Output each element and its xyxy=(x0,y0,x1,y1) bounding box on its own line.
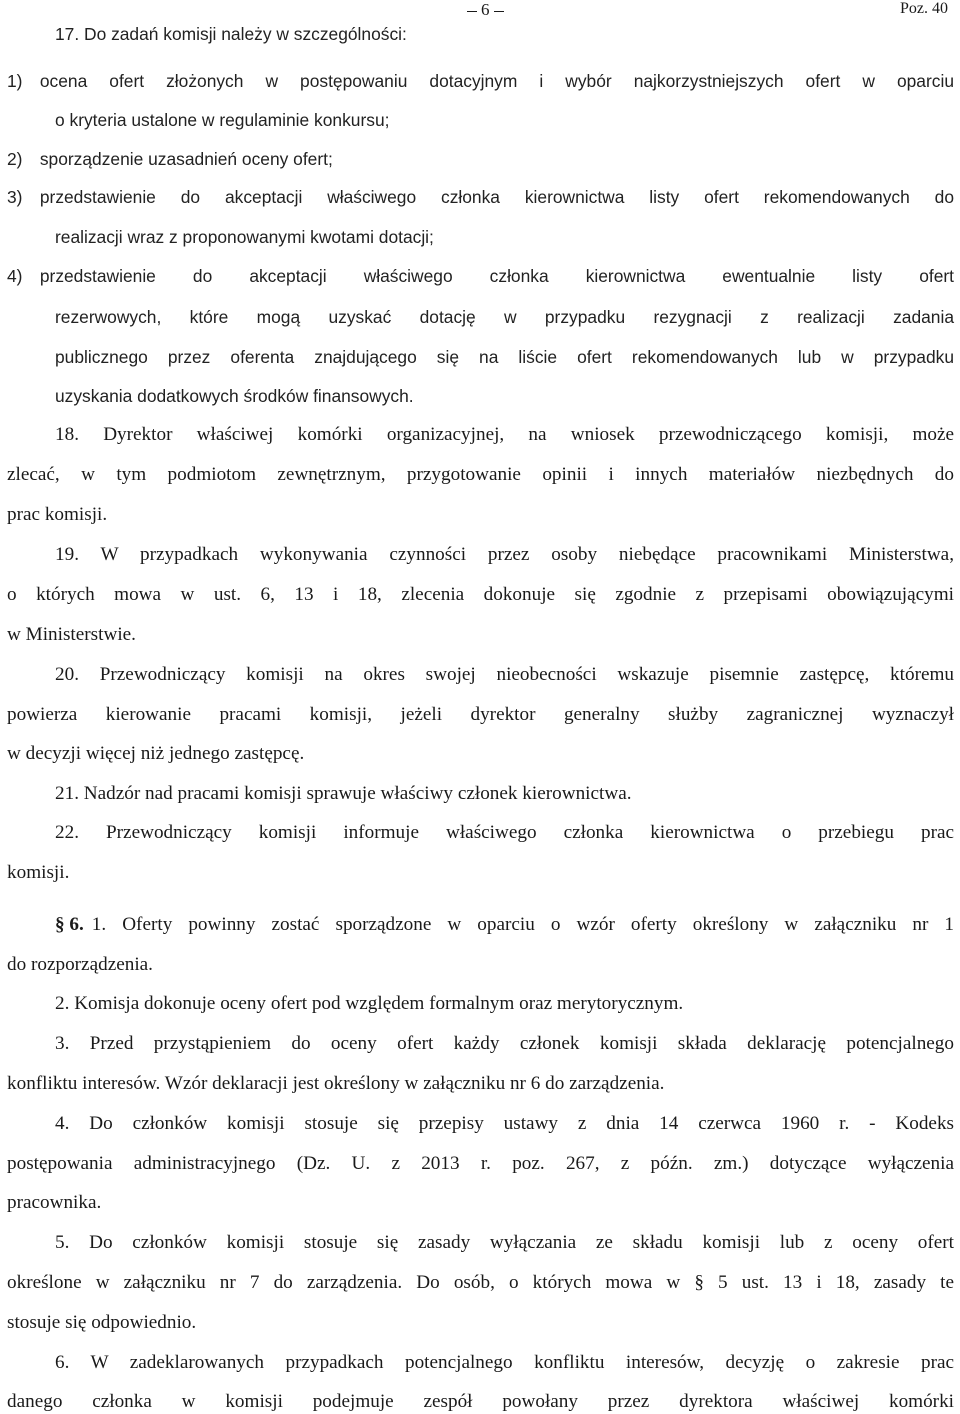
section-6-p6-line-2: danego członka w komisji podejmuje zespół powołany przez dyrektora właściwej komórki xyxy=(7,1391,954,1412)
paragraph-17-intro: 17. Do zadań komisji należy w szczególności: xyxy=(55,24,407,44)
paragraph-20-line-3: w decyzji więcej niż jednego zastępcę. xyxy=(7,743,305,764)
position-number: Poz. 40 xyxy=(900,0,948,17)
paragraph-20-line-1: 20. Przewodniczący komisji na okres swojej nieobecności wskazuje pisemnie zastępcę, któremu xyxy=(55,664,954,685)
paragraph-21: 21. Nadzór nad pracami komisji sprawuje właściwy członek kierownictwa. xyxy=(55,783,632,804)
list-item-4-line-1: 4) przedstawienie do akceptacji właściwego członka kierownictwa ewentualnie listy ofert xyxy=(7,266,954,286)
list-item-4-line-4: uzyskania dodatkowych środków finansowych. xyxy=(55,386,414,406)
section-6-label: § 6. xyxy=(55,914,84,935)
paragraph-18-line-1: 18. Dyrektor właściwej komórki organizacyjnej, na wniosek przewodniczącego komisji, może xyxy=(55,424,954,445)
section-6-p3-line-1: 3. Przed przystąpieniem do oceny ofert każdy członek komisji składa deklarację potencjalnego xyxy=(55,1033,954,1054)
section-6-p5-line-1: 5. Do członków komisji stosuje się zasady wyłączania ze składu komisji lub z oceny ofert xyxy=(55,1232,954,1253)
section-6-p1-text: 1. Oferty powinny zostać sporządzone w oparciu o wzór oferty określony w załączniku nr 1 xyxy=(91,914,954,935)
section-6-p4-line-3: pracownika. xyxy=(7,1192,102,1213)
section-6-p2: 2. Komisja dokonuje oceny ofert pod względem formalnym oraz merytorycznym. xyxy=(55,993,684,1014)
paragraph-19-line-3: w Ministerstwie. xyxy=(7,624,136,645)
list-item-1-line-2: o kryteria ustalone w regulaminie konkursu; xyxy=(55,110,390,130)
list-item-4-line-2: rezerwowych, które mogą uzyskać dotację w przypadku rezygnacji z realizacji zadania xyxy=(55,307,954,327)
list-item-3-line-2: realizacji wraz z proponowanymi kwotami dotacji; xyxy=(55,227,434,247)
paragraph-22-line-2: komisji. xyxy=(7,862,70,883)
paragraph-19-line-2: o których mowa w ust. 6, 13 i 18, zlecenia dokonuje się zgodnie z przepisami obowiązującymi xyxy=(7,584,954,605)
section-6-p1-line-2: do rozporządzenia. xyxy=(7,954,153,975)
paragraph-18-line-2: zlecać, w tym podmiotom zewnętrznym, przygotowanie opinii i innych materiałów niezbędnych do xyxy=(7,464,954,485)
list-item-2: 2) sporządzenie uzasadnień oceny ofert; xyxy=(7,149,333,169)
list-item-4-line-3: publicznego przez oferenta znajdującego się na liście ofert rekomendowanych lub w przypadku xyxy=(55,347,954,367)
list-item-3-line-1: 3) przedstawienie do akceptacji właściwego członka kierownictwa listy ofert rekomendowanych do xyxy=(7,187,954,207)
section-6-p6-line-1: 6. W zadeklarowanych przypadkach potencjalnego konfliktu interesów, decyzję o zakresie prac xyxy=(55,1352,954,1373)
section-6-p5-line-2: określone w załączniku nr 7 do zarządzenia. Do osób, o których mowa w § 5 ust. 13 i 18, zasady te xyxy=(7,1272,954,1293)
paragraph-19-line-1: 19. W przypadkach wykonywania czynności przez osoby niebędące pracownikami Ministerstwa, xyxy=(55,544,954,565)
paragraph-22-line-1: 22. Przewodniczący komisji informuje właściwego członka kierownictwa o przebiegu prac xyxy=(55,822,954,843)
section-6-p4-line-1: 4. Do członków komisji stosuje się przepisy ustawy z dnia 14 czerwca 1960 r. - Kodeks xyxy=(55,1113,954,1134)
paragraph-20-line-2: powierza kierowanie pracami komisji, jeżeli dyrektor generalny służby zagranicznej wyznaczył xyxy=(7,704,954,725)
section-6-p4-line-2: postępowania administracyjnego (Dz. U. z 2013 r. poz. 267, z późn. zm.) dotyczące wyłączenia xyxy=(7,1153,954,1174)
page-number: 6 xyxy=(463,0,508,20)
list-item-1-line-1: 1) ocena ofert złożonych w postępowaniu dotacyjnym i wybór najkorzystniejszych ofert w oparciu xyxy=(7,71,954,91)
paragraph-18-line-3: prac komisji. xyxy=(7,504,108,525)
section-6-line-1 xyxy=(55,914,954,936)
section-6-p5-line-3: stosuje się odpowiednio. xyxy=(7,1312,197,1333)
section-6-p3-line-2: konfliktu interesów. Wzór deklaracji jest określony w załączniku nr 6 do zarządzenia. xyxy=(7,1073,665,1094)
